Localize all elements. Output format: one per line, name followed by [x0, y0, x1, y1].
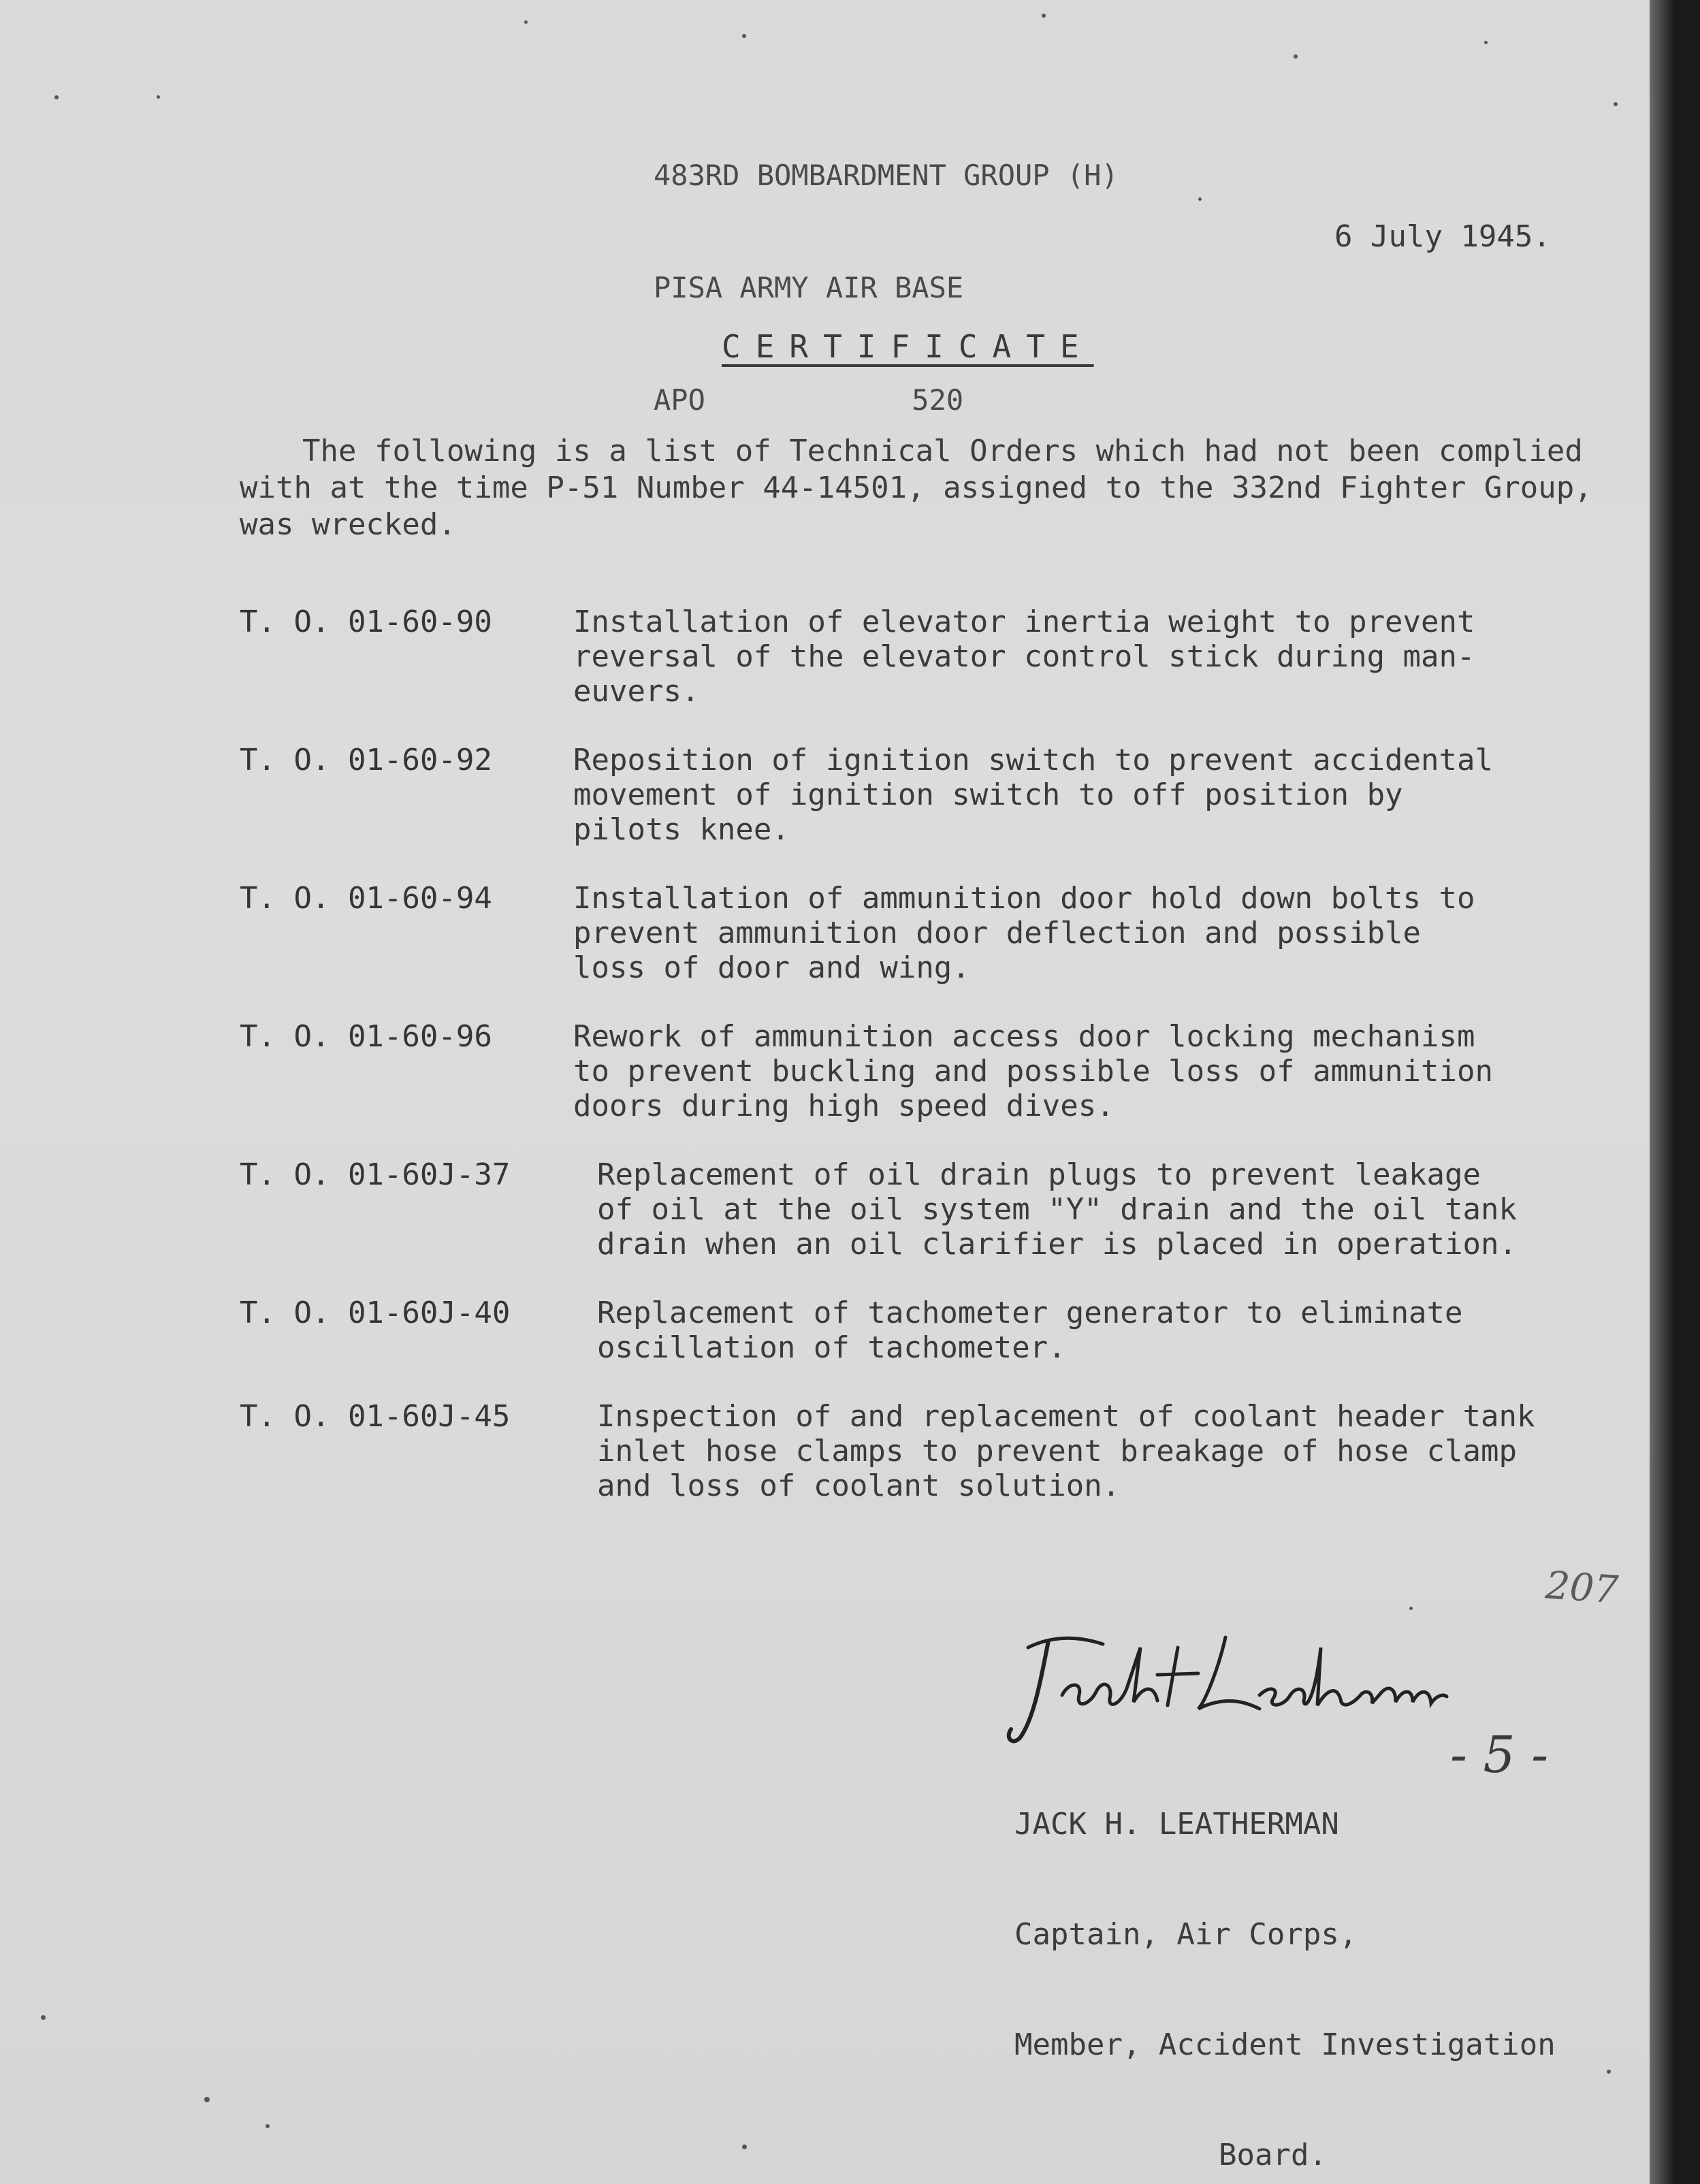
signatory-rank: Captain, Air Corps, [1014, 1917, 1358, 1952]
signature-block [1014, 1733, 1556, 2184]
intro-paragraph: The following is a list of Technical Orders which had not been complied with at the time P-51 Number 44-14501, assigned to the 332nd Fighter Group, was wrecked. [240, 434, 1592, 542]
to-description: Installation of ammunition door hold down bolts to prevent ammunition door deflection and possible loss of door and wing. [573, 881, 1475, 985]
speck [204, 2097, 210, 2102]
speck [1042, 14, 1046, 18]
signatory-name: JACK H. LEATHERMAN [1014, 1807, 1339, 1842]
signatory-role: Member, Accident Investigation [1014, 2027, 1556, 2062]
letterhead-base: PISA ARMY AIR BASE [654, 271, 964, 304]
to-description: Rework of ammunition access door locking mechanism to prevent buckling and possible loss of ammunition doors during high speed dives. [573, 1019, 1494, 1123]
to-code: T. O. 01-60J-45 [240, 1399, 511, 1434]
to-code: T. O. 01-60J-37 [240, 1157, 511, 1192]
document-title: CERTIFICATE [722, 328, 1094, 365]
list-item [240, 1399, 1669, 1503]
speck [524, 20, 528, 24]
to-description: Reposition of ignition switch to prevent accidental movement of ignition switch to off position by pilots knee. [573, 743, 1494, 847]
letterhead-apo: APO 520 [654, 383, 964, 417]
handwritten-page-mark: - 5 - [1450, 1726, 1549, 1784]
to-description: Installation of elevator inertia weight to prevent reversal of the elevator control stick during man- euvers. [573, 605, 1475, 709]
to-description: Replacement of tachometer generator to eliminate oscillation of tachometer. [597, 1296, 1463, 1365]
to-code: T. O. 01-60-96 [240, 1019, 492, 1054]
speck [157, 95, 160, 99]
to-description: Replacement of oil drain plugs to prevent leakage of oil at the oil system "Y" drain and the oil tank drain when an oil clarifier is placed in operation. [597, 1157, 1518, 1262]
speck [54, 95, 59, 99]
list-item [240, 1019, 1669, 1123]
to-code: T. O. 01-60-90 [240, 605, 492, 639]
speck [742, 2145, 747, 2149]
speck [1294, 54, 1298, 59]
speck [1484, 41, 1488, 44]
page-number-mark: 207 [1543, 1563, 1620, 1613]
speck [41, 2015, 46, 2020]
list-item [240, 881, 1669, 985]
speck [1198, 197, 1202, 201]
speck [266, 2124, 270, 2128]
list-item [240, 743, 1669, 847]
to-code: T. O. 01-60-94 [240, 881, 492, 916]
speck [1607, 2070, 1611, 2074]
letterhead-unit: 483RD BOMBARDMENT GROUP (H) [654, 159, 1119, 192]
to-code: T. O. 01-60-92 [240, 743, 492, 777]
speck [742, 34, 746, 38]
signatory-role-cont: Board. [1219, 2138, 1327, 2172]
list-item [240, 1296, 1669, 1365]
technical-orders-list [240, 605, 1669, 1537]
to-description: Inspection of and replacement of coolant header tank inlet hose clamps to prevent breakage of hose clamp and loss of coolant solution. [597, 1399, 1535, 1503]
document-date: 6 July 1945. [1334, 219, 1551, 254]
list-item [240, 1157, 1669, 1262]
scan-edge [1650, 0, 1675, 2184]
list-item [240, 605, 1669, 709]
speck [1614, 102, 1618, 106]
to-code: T. O. 01-60J-40 [240, 1296, 511, 1330]
letterhead [654, 82, 1119, 494]
speck [1409, 1607, 1413, 1610]
